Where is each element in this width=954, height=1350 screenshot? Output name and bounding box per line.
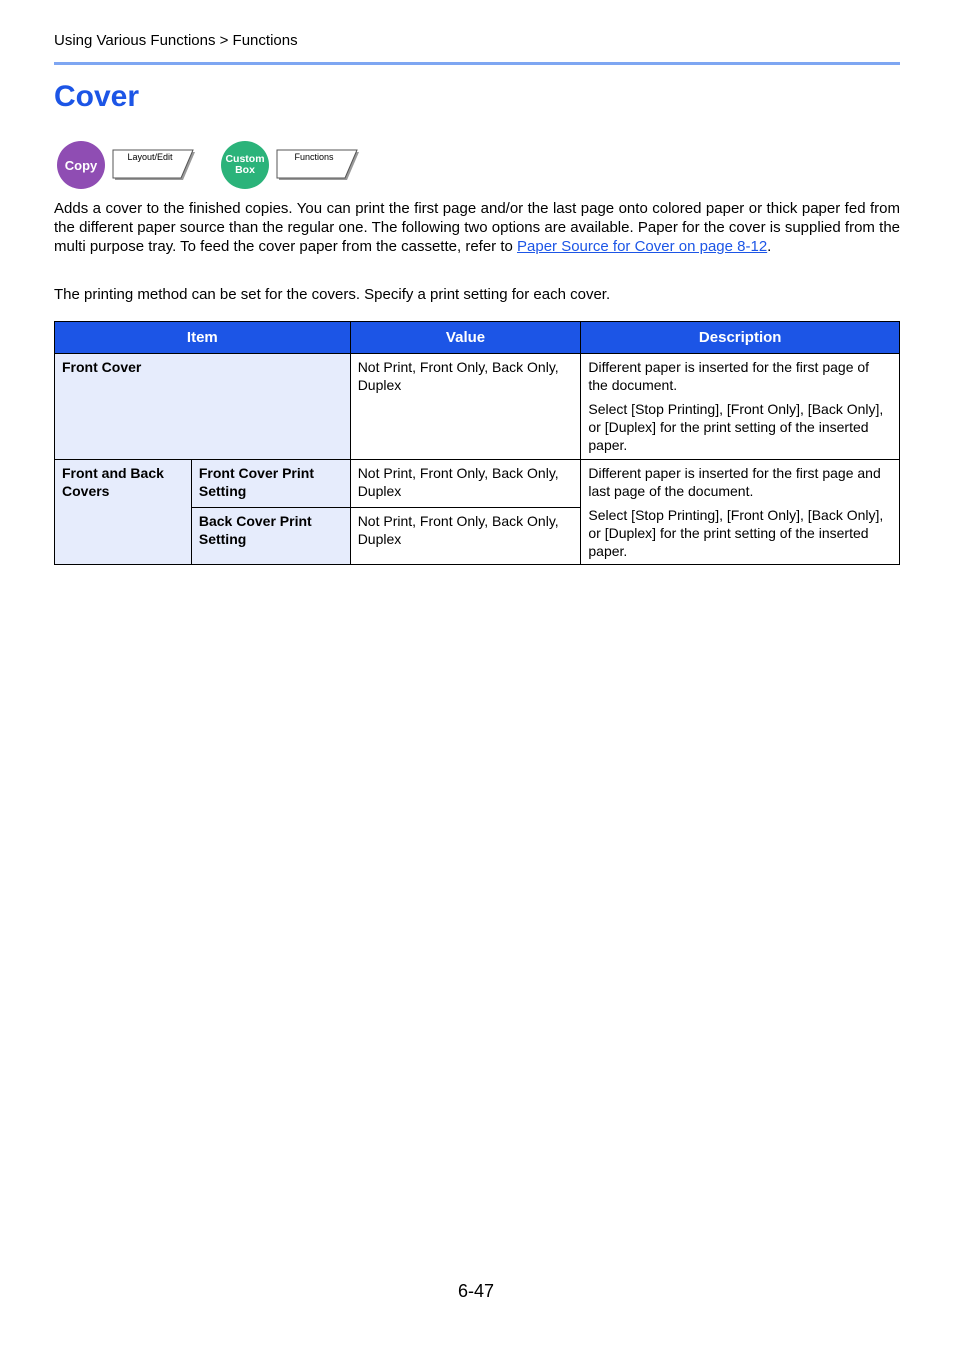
- page-number: 6-47: [458, 1281, 495, 1301]
- copy-badge-label: Copy: [64, 157, 98, 173]
- front-cover-description: [581, 354, 900, 460]
- header-rule: [54, 62, 900, 65]
- custom-box-line2: Box: [235, 164, 255, 176]
- custom-box-label: [225, 154, 264, 176]
- copy-badge: [57, 141, 105, 189]
- front-cover-desc-2: Select [Stop Printing], [Front Only], [Back Only], or [Duplex] for the print setting of the inserted paper.: [588, 401, 884, 453]
- front-cover-value: Not Print, Front Only, Back Only, Duplex: [350, 354, 581, 460]
- note-paragraph: The printing method can be set for the covers. Specify a print setting for each cover.: [54, 286, 611, 303]
- intro-period: .: [767, 238, 772, 255]
- front-back-description: [581, 460, 900, 565]
- front-cover-desc-1: Different paper is inserted for the first page of the document.: [588, 359, 870, 393]
- functions-tag: [276, 149, 360, 181]
- custom-box-line1: Custom: [225, 153, 265, 165]
- intro-paragraph: [54, 199, 900, 256]
- functions-label: Functions: [294, 152, 334, 162]
- layout-edit-tag: [112, 149, 196, 181]
- front-cover-item: Front Cover: [55, 354, 351, 460]
- front-back-covers-item: Front and Back Covers: [55, 460, 192, 565]
- table-row: [55, 460, 900, 508]
- intro-text: Adds a cover to the finished copies. You can print the first page and/or the last page onto colored paper or thick paper fed from the different paper source than the regular one. The following two options are available. Paper for the cover is supplied from the multi purpose tray. To feed the cover paper from the cassette, refer to: [54, 200, 900, 255]
- table-row: [55, 354, 900, 460]
- paper-source-link[interactable]: Paper Source for Cover on page 8-12: [517, 238, 768, 255]
- front-back-desc-1: Different paper is inserted for the first page and last page of the document.: [588, 465, 881, 499]
- layout-edit-label: Layout/Edit: [127, 152, 173, 162]
- back-cover-print-setting: Back Cover Print Setting: [191, 508, 350, 565]
- back-cover-print-value: Not Print, Front Only, Back Only, Duplex: [350, 508, 581, 565]
- header-description: Description: [581, 322, 900, 354]
- page-title: Cover: [54, 80, 140, 113]
- custom-box-badge: [221, 141, 269, 189]
- table-header-row: [55, 322, 900, 354]
- breadcrumb: Using Various Functions > Functions: [54, 32, 298, 49]
- header-item: Item: [55, 322, 351, 354]
- front-cover-print-setting: Front Cover Print Setting: [191, 460, 350, 508]
- front-cover-print-value: Not Print, Front Only, Back Only, Duplex: [350, 460, 581, 508]
- front-back-desc-2: Select [Stop Printing], [Front Only], [Back Only], or [Duplex] for the print setting of the inserted paper.: [588, 507, 884, 559]
- header-value: Value: [350, 322, 581, 354]
- cover-settings-table: [54, 321, 900, 565]
